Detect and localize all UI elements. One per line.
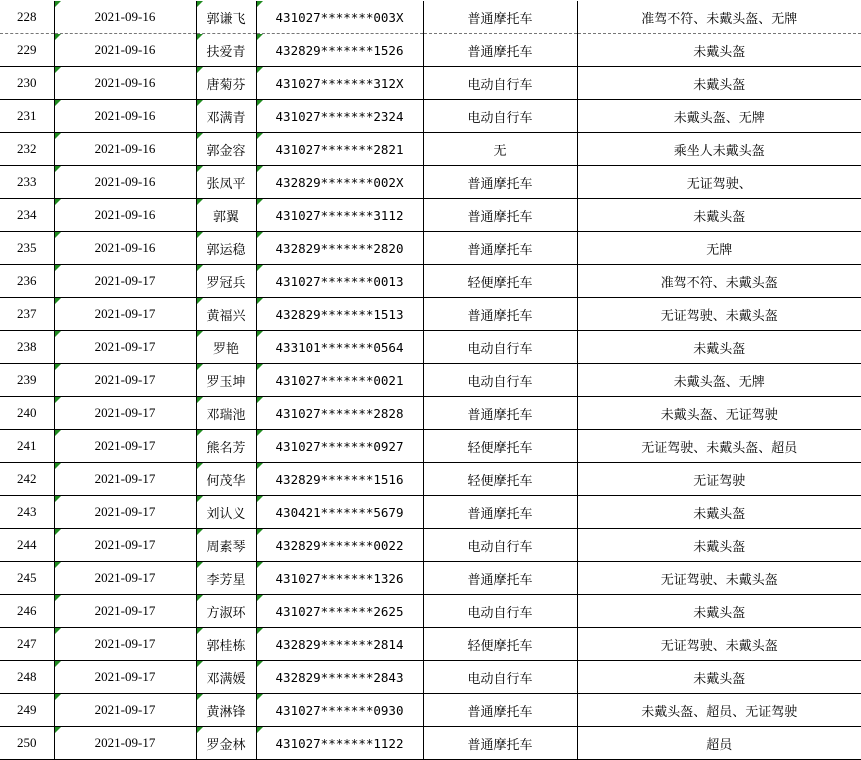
- cell-person-name[interactable]: 李芳星: [196, 562, 256, 595]
- cell-vehicle-type[interactable]: 电动自行车: [423, 595, 577, 628]
- cell-date[interactable]: 2021-09-16: [54, 232, 196, 265]
- cell-row-number[interactable]: 239: [0, 364, 54, 397]
- cell-vehicle-type[interactable]: 普通摩托车: [423, 1, 577, 34]
- cell-violation[interactable]: 无证驾驶、未戴头盔、超员: [577, 430, 861, 463]
- cell-violation[interactable]: 未戴头盔: [577, 661, 861, 694]
- violation-table: [0, 1, 861, 760]
- cell-id-number[interactable]: 431027*******1326: [256, 562, 423, 595]
- cell-row-number[interactable]: 245: [0, 562, 54, 595]
- cell-date[interactable]: 2021-09-17: [54, 298, 196, 331]
- cell-vehicle-type[interactable]: 普通摩托车: [423, 166, 577, 199]
- table-row: [0, 595, 861, 628]
- cell-date[interactable]: 2021-09-17: [54, 595, 196, 628]
- cell-id-number[interactable]: 431027*******3112: [256, 199, 423, 232]
- cell-date[interactable]: 2021-09-17: [54, 628, 196, 661]
- cell-person-name[interactable]: 黄淋锋: [196, 694, 256, 727]
- cell-vehicle-type[interactable]: 无: [423, 133, 577, 166]
- cell-row-number[interactable]: 238: [0, 331, 54, 364]
- cell-date[interactable]: 2021-09-16: [54, 133, 196, 166]
- table-row: [0, 265, 861, 298]
- cell-id-number[interactable]: 430421*******5679: [256, 496, 423, 529]
- cell-violation[interactable]: 未戴头盔、无证驾驶: [577, 397, 861, 430]
- table-row: [0, 100, 861, 133]
- cell-date[interactable]: 2021-09-17: [54, 529, 196, 562]
- cell-violation[interactable]: 乘坐人未戴头盔: [577, 133, 861, 166]
- cell-violation[interactable]: 未戴头盔: [577, 67, 861, 100]
- cell-row-number[interactable]: 240: [0, 397, 54, 430]
- cell-id-number[interactable]: 431027*******2625: [256, 595, 423, 628]
- cell-violation[interactable]: 无证驾驶、: [577, 166, 861, 199]
- cell-violation[interactable]: 准驾不符、未戴头盔: [577, 265, 861, 298]
- table-row: [0, 628, 861, 661]
- cell-id-number[interactable]: 432829*******002X: [256, 166, 423, 199]
- table-row: [0, 1, 861, 34]
- cell-row-number[interactable]: 244: [0, 529, 54, 562]
- cell-person-name[interactable]: 郭桂栋: [196, 628, 256, 661]
- cell-id-number[interactable]: 432829*******0022: [256, 529, 423, 562]
- cell-row-number[interactable]: 248: [0, 661, 54, 694]
- table-row: [0, 496, 861, 529]
- table-row: [0, 364, 861, 397]
- cell-violation[interactable]: 未戴头盔、超员、无证驾驶: [577, 694, 861, 727]
- cell-vehicle-type[interactable]: 轻便摩托车: [423, 463, 577, 496]
- cell-person-name[interactable]: 唐菊芬: [196, 67, 256, 100]
- cell-row-number[interactable]: 242: [0, 463, 54, 496]
- cell-vehicle-type[interactable]: 普通摩托车: [423, 694, 577, 727]
- table-row: [0, 529, 861, 562]
- cell-vehicle-type[interactable]: 电动自行车: [423, 100, 577, 133]
- table-row: [0, 562, 861, 595]
- cell-date[interactable]: 2021-09-17: [54, 331, 196, 364]
- cell-date[interactable]: 2021-09-17: [54, 265, 196, 298]
- cell-id-number[interactable]: 432829*******1513: [256, 298, 423, 331]
- cell-id-number[interactable]: 433101*******0564: [256, 331, 423, 364]
- cell-vehicle-type[interactable]: 轻便摩托车: [423, 430, 577, 463]
- cell-violation[interactable]: 无证驾驶、未戴头盔: [577, 562, 861, 595]
- cell-violation[interactable]: 未戴头盔: [577, 496, 861, 529]
- cell-vehicle-type[interactable]: 电动自行车: [423, 529, 577, 562]
- cell-id-number[interactable]: 432829*******1526: [256, 34, 423, 67]
- cell-date[interactable]: 2021-09-16: [54, 100, 196, 133]
- cell-person-name[interactable]: 邓满媛: [196, 661, 256, 694]
- cell-date[interactable]: 2021-09-17: [54, 694, 196, 727]
- cell-date[interactable]: 2021-09-16: [54, 67, 196, 100]
- cell-row-number[interactable]: 250: [0, 727, 54, 760]
- cell-vehicle-type[interactable]: 普通摩托车: [423, 298, 577, 331]
- cell-violation[interactable]: 无牌: [577, 232, 861, 265]
- cell-row-number[interactable]: 235: [0, 232, 54, 265]
- cell-violation[interactable]: 未戴头盔: [577, 331, 861, 364]
- cell-row-number[interactable]: 241: [0, 430, 54, 463]
- cell-row-number[interactable]: 228: [0, 1, 54, 34]
- cell-id-number[interactable]: 431027*******0021: [256, 364, 423, 397]
- cell-id-number[interactable]: 431027*******1122: [256, 727, 423, 760]
- cell-id-number[interactable]: 432829*******2820: [256, 232, 423, 265]
- cell-person-name[interactable]: 刘认义: [196, 496, 256, 529]
- table-row: [0, 463, 861, 496]
- cell-id-number[interactable]: 431027*******0927: [256, 430, 423, 463]
- cell-date[interactable]: 2021-09-17: [54, 562, 196, 595]
- cell-violation[interactable]: 未戴头盔: [577, 529, 861, 562]
- cell-id-number[interactable]: 431027*******003X: [256, 1, 423, 34]
- table-row: [0, 34, 861, 67]
- cell-violation[interactable]: 未戴头盔、无牌: [577, 100, 861, 133]
- cell-date[interactable]: 2021-09-16: [54, 34, 196, 67]
- table-row: [0, 397, 861, 430]
- cell-person-name[interactable]: 何茂华: [196, 463, 256, 496]
- cell-person-name[interactable]: 邓瑞池: [196, 397, 256, 430]
- cell-person-name[interactable]: 扶爱青: [196, 34, 256, 67]
- cell-vehicle-type[interactable]: 普通摩托车: [423, 199, 577, 232]
- cell-id-number[interactable]: 431027*******2821: [256, 133, 423, 166]
- cell-vehicle-type[interactable]: 普通摩托车: [423, 34, 577, 67]
- cell-vehicle-type[interactable]: 电动自行车: [423, 67, 577, 100]
- cell-violation[interactable]: 未戴头盔: [577, 595, 861, 628]
- cell-date[interactable]: 2021-09-17: [54, 496, 196, 529]
- cell-person-name[interactable]: 罗冠兵: [196, 265, 256, 298]
- cell-person-name[interactable]: 黄福兴: [196, 298, 256, 331]
- cell-violation[interactable]: 无证驾驶、未戴头盔: [577, 298, 861, 331]
- cell-row-number[interactable]: 246: [0, 595, 54, 628]
- cell-person-name[interactable]: 郭金容: [196, 133, 256, 166]
- cell-date[interactable]: 2021-09-17: [54, 727, 196, 760]
- cell-id-number[interactable]: 431027*******2828: [256, 397, 423, 430]
- cell-date[interactable]: 2021-09-16: [54, 166, 196, 199]
- cell-date[interactable]: 2021-09-16: [54, 199, 196, 232]
- table-row: [0, 298, 861, 331]
- cell-vehicle-type[interactable]: 电动自行车: [423, 364, 577, 397]
- cell-person-name[interactable]: 周素琴: [196, 529, 256, 562]
- cell-id-number[interactable]: 431027*******2324: [256, 100, 423, 133]
- table-row: [0, 133, 861, 166]
- cell-person-name[interactable]: 罗玉坤: [196, 364, 256, 397]
- table-row: [0, 727, 861, 760]
- cell-row-number[interactable]: 232: [0, 133, 54, 166]
- cell-date[interactable]: 2021-09-17: [54, 397, 196, 430]
- cell-id-number[interactable]: 432829*******2814: [256, 628, 423, 661]
- cell-row-number[interactable]: 234: [0, 199, 54, 232]
- cell-id-number[interactable]: 431027*******312X: [256, 67, 423, 100]
- cell-row-number[interactable]: 247: [0, 628, 54, 661]
- cell-vehicle-type[interactable]: 普通摩托车: [423, 397, 577, 430]
- cell-row-number[interactable]: 249: [0, 694, 54, 727]
- cell-id-number[interactable]: 432829*******1516: [256, 463, 423, 496]
- cell-date[interactable]: 2021-09-17: [54, 661, 196, 694]
- cell-vehicle-type[interactable]: 轻便摩托车: [423, 628, 577, 661]
- table-body: [0, 1, 861, 760]
- cell-id-number[interactable]: 431027*******0930: [256, 694, 423, 727]
- cell-vehicle-type[interactable]: 电动自行车: [423, 331, 577, 364]
- table-row: [0, 67, 861, 100]
- cell-row-number[interactable]: 229: [0, 34, 54, 67]
- cell-person-name[interactable]: 熊名芳: [196, 430, 256, 463]
- cell-date[interactable]: 2021-09-17: [54, 364, 196, 397]
- cell-person-name[interactable]: 邓满青: [196, 100, 256, 133]
- cell-person-name[interactable]: 罗艳: [196, 331, 256, 364]
- cell-violation[interactable]: 未戴头盔: [577, 34, 861, 67]
- cell-vehicle-type[interactable]: 普通摩托车: [423, 232, 577, 265]
- cell-violation[interactable]: 无证驾驶: [577, 463, 861, 496]
- cell-person-name[interactable]: 郭运稳: [196, 232, 256, 265]
- cell-row-number[interactable]: 236: [0, 265, 54, 298]
- cell-date[interactable]: 2021-09-17: [54, 463, 196, 496]
- cell-row-number[interactable]: 237: [0, 298, 54, 331]
- table-row: [0, 661, 861, 694]
- cell-row-number[interactable]: 231: [0, 100, 54, 133]
- cell-vehicle-type[interactable]: 普通摩托车: [423, 727, 577, 760]
- cell-person-name[interactable]: 张凤平: [196, 166, 256, 199]
- cell-person-name[interactable]: 郭谦飞: [196, 1, 256, 34]
- cell-date[interactable]: 2021-09-17: [54, 430, 196, 463]
- cell-person-name[interactable]: 罗金林: [196, 727, 256, 760]
- cell-row-number[interactable]: 243: [0, 496, 54, 529]
- table-row: [0, 694, 861, 727]
- cell-vehicle-type[interactable]: 轻便摩托车: [423, 265, 577, 298]
- cell-person-name[interactable]: 郭翼: [196, 199, 256, 232]
- cell-id-number[interactable]: 432829*******2843: [256, 661, 423, 694]
- cell-vehicle-type[interactable]: 电动自行车: [423, 661, 577, 694]
- cell-id-number[interactable]: 431027*******0013: [256, 265, 423, 298]
- cell-date[interactable]: 2021-09-16: [54, 1, 196, 34]
- table-row: [0, 430, 861, 463]
- cell-violation[interactable]: 超员: [577, 727, 861, 760]
- cell-violation[interactable]: 未戴头盔: [577, 199, 861, 232]
- cell-vehicle-type[interactable]: 普通摩托车: [423, 562, 577, 595]
- table-row: [0, 232, 861, 265]
- cell-violation[interactable]: 准驾不符、未戴头盔、无牌: [577, 1, 861, 34]
- cell-vehicle-type[interactable]: 普通摩托车: [423, 496, 577, 529]
- cell-row-number[interactable]: 233: [0, 166, 54, 199]
- cell-row-number[interactable]: 230: [0, 67, 54, 100]
- cell-violation[interactable]: 无证驾驶、未戴头盔: [577, 628, 861, 661]
- cell-violation[interactable]: 未戴头盔、无牌: [577, 364, 861, 397]
- table-row: [0, 166, 861, 199]
- table-row: [0, 199, 861, 232]
- table-row: [0, 331, 861, 364]
- cell-person-name[interactable]: 方淑环: [196, 595, 256, 628]
